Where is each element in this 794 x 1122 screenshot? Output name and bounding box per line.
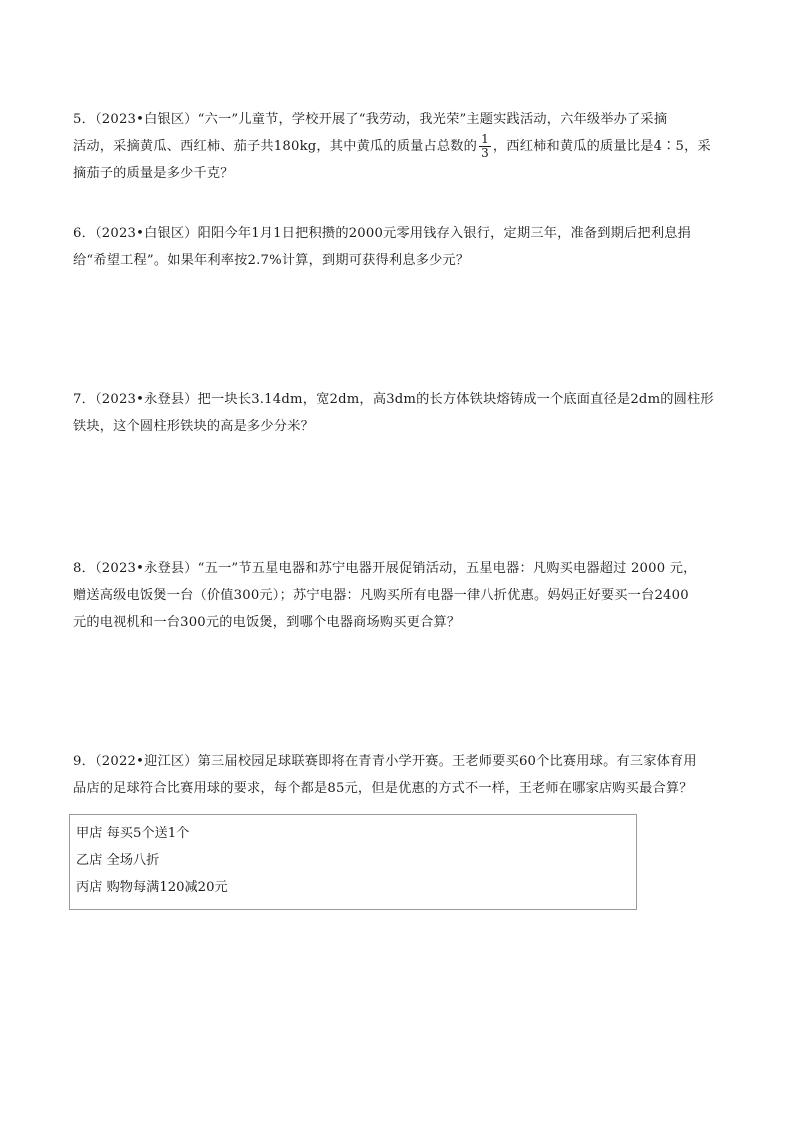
fraction-numerator: 1 [481,132,489,146]
question-9 [73,748,723,802]
question-5-line-3: 摘茄子的质量是多少千克？ [73,166,234,181]
question-5-line-2b: ，西红柿和黄瓜的质量比是4∶5，采 [492,139,711,154]
question-6-line-2: 给“希望工程”。如果年利率按2.7%计算，到期可获得利息多少元？ [73,253,470,268]
question-6 [73,220,723,274]
store-offers-table [69,814,637,910]
question-5-line-2a: 活动，采摘黄瓜、西红柿、茄子共180kg，其中黄瓜的质量占总数的 [73,139,478,154]
question-8-line-3: 元的电视机和一台300元的电饭煲，到哪个电器商场购买更合算？ [73,615,461,630]
store-offer-row: 丙店 购物每满120减20元 [76,880,228,895]
question-5 [73,106,723,187]
question-5-line-2 [73,133,723,160]
question-8 [73,555,723,636]
question-8-line-2: 赠送高级电饭煲一台（价值300元）；苏宁电器：凡购买所有电器一律八折优惠。妈妈正好要买一台2400 [73,588,689,603]
question-8-line-1: 8．（2023•永登县）“五一”节五星电器和苏宁电器开展促销活动，五星电器：凡购买电器超过 2000 元， [73,561,697,576]
question-7-line-2: 铁块，这个圆柱形铁块的高是多少分米？ [73,419,314,434]
store-offer-row: 甲店 每买5个送1个 [76,826,190,841]
question-9-line-1: 9．（2022•迎江区）第三届校园足球联赛即将在青青小学开赛。王老师要买60个比赛用球。有三家体育用 [73,754,697,769]
question-6-line-1: 6．（2023•白银区）阳阳今年1月1日把积攒的2000元零用钱存入银行，定期三年，准备到期后把利息捐 [73,226,691,241]
question-9-line-2: 品店的足球符合比赛用球的要求，每个都是85元，但是优惠的方式不一样，王老师在哪家店购买最合算？ [73,781,693,796]
question-7 [73,386,723,440]
question-5-line-1: 5．（2023•白银区）“六一”儿童节，学校开展了“我劳动，我光荣”主题实践活动，六年级举办了采摘 [73,112,668,127]
store-offer-row: 乙店 全场八折 [76,853,160,868]
fraction-one-third [479,133,491,160]
question-7-line-1: 7．（2023•永登县）把一块长3.14dm，宽2dm，高3dm的长方体铁块熔铸成一个底面直径是2dm的圆柱形 [73,392,714,407]
fraction-denominator: 3 [481,146,489,160]
